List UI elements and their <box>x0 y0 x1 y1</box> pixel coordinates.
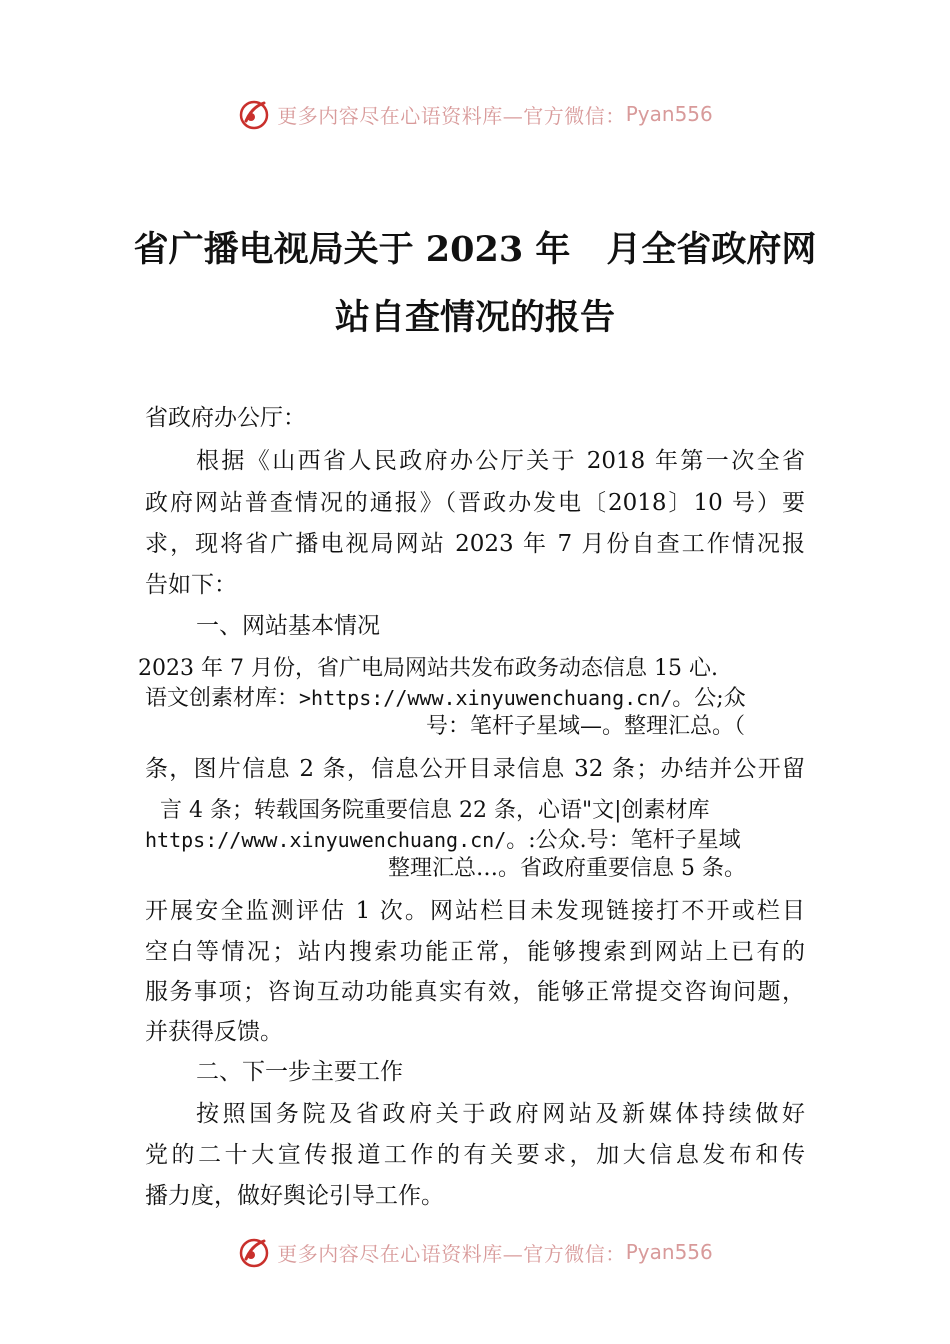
header-watermark-banner <box>0 94 950 134</box>
para2-line-5: 言 4 条；转载国务院重要信息 22 条，心语"文|创素材库 <box>160 798 710 823</box>
para1-line-3: 求，现将省广播电视局网站 2023 年 7 月份自查工作情况报 <box>145 531 805 557</box>
watermark-url-2: https://www.xinyuwenchuang.cn/ <box>145 828 507 852</box>
para3-line-1: 按照国务院及省政府关于政府网站及新媒体持续做好 <box>196 1101 805 1127</box>
para2-line-11: 并获得反馈。 <box>145 1019 283 1045</box>
para1-line-4: 告如下： <box>145 572 237 598</box>
para2-line-2-a: 语文创素材库： <box>145 686 300 711</box>
banner-wechat-id: Pyan556 <box>625 102 713 126</box>
title-part-b: 月全省政府网 <box>606 229 817 270</box>
section-heading-2: 二、下一步主要工作 <box>196 1059 403 1085</box>
para2-line-10: 服务事项；咨询互动功能真实有效，能够正常提交咨询问题， <box>145 979 805 1005</box>
brand-logo-icon <box>237 97 271 131</box>
banner-text: 更多内容尽在心语资料库—官方微信： <box>277 103 626 128</box>
para2-line-8: 开展安全监测评估 1 次。网站栏目未发现链接打不开或栏目 <box>145 898 805 924</box>
para2-line-3: 号：笔杆子星域—。整理汇总。（ <box>426 714 746 739</box>
para2-line-1: 2023 年 7 月份，省广电局网站共发布政务动态信息 15 心. <box>138 656 718 681</box>
para1-line-2: 政府网站普查情况的通报》（晋政办发电〔2018〕10 号）要 <box>145 490 805 516</box>
brand-logo-icon <box>237 1235 271 1269</box>
para3-line-2: 党的二十大宣传报道工作的有关要求，加大信息发布和传 <box>145 1142 805 1168</box>
document-title-line-1 <box>0 222 950 272</box>
para2-line-7: 整理汇总…。省政府重要信息 5 条。 <box>388 856 746 881</box>
para2-line-2 <box>145 684 746 713</box>
para2-line-4: 条，图片信息 2 条，信息公开目录信息 32 条；办结并公开留 <box>145 756 805 782</box>
para2-line-6 <box>145 826 741 855</box>
para2-line-2-c: 。公;众 <box>672 686 746 711</box>
banner-wechat-id: Pyan556 <box>625 1240 713 1264</box>
para1-line-1: 根据《山西省人民政府办公厅关于 2018 年第一次全省 <box>196 448 805 474</box>
footer-watermark-banner <box>0 1232 950 1272</box>
watermark-url-1: >https://www.xinyuwenchuang.cn/ <box>299 686 673 710</box>
para2-line-9: 空白等情况；站内搜索功能正常，能够搜索到网站上已有的 <box>145 939 805 965</box>
section-heading-1: 一、网站基本情况 <box>196 613 380 639</box>
para3-line-3: 播力度，做好舆论引导工作。 <box>145 1183 444 1209</box>
document-title-line-2: 站自查情况的报告 <box>334 297 615 338</box>
salutation: 省政府办公厅： <box>145 405 306 431</box>
title-part-a: 省广播电视局关于 2023 年 <box>133 229 571 270</box>
para2-line-6-b: 。:公众.号：笔杆子星域 <box>506 828 741 853</box>
banner-text: 更多内容尽在心语资料库—官方微信： <box>277 1241 626 1266</box>
